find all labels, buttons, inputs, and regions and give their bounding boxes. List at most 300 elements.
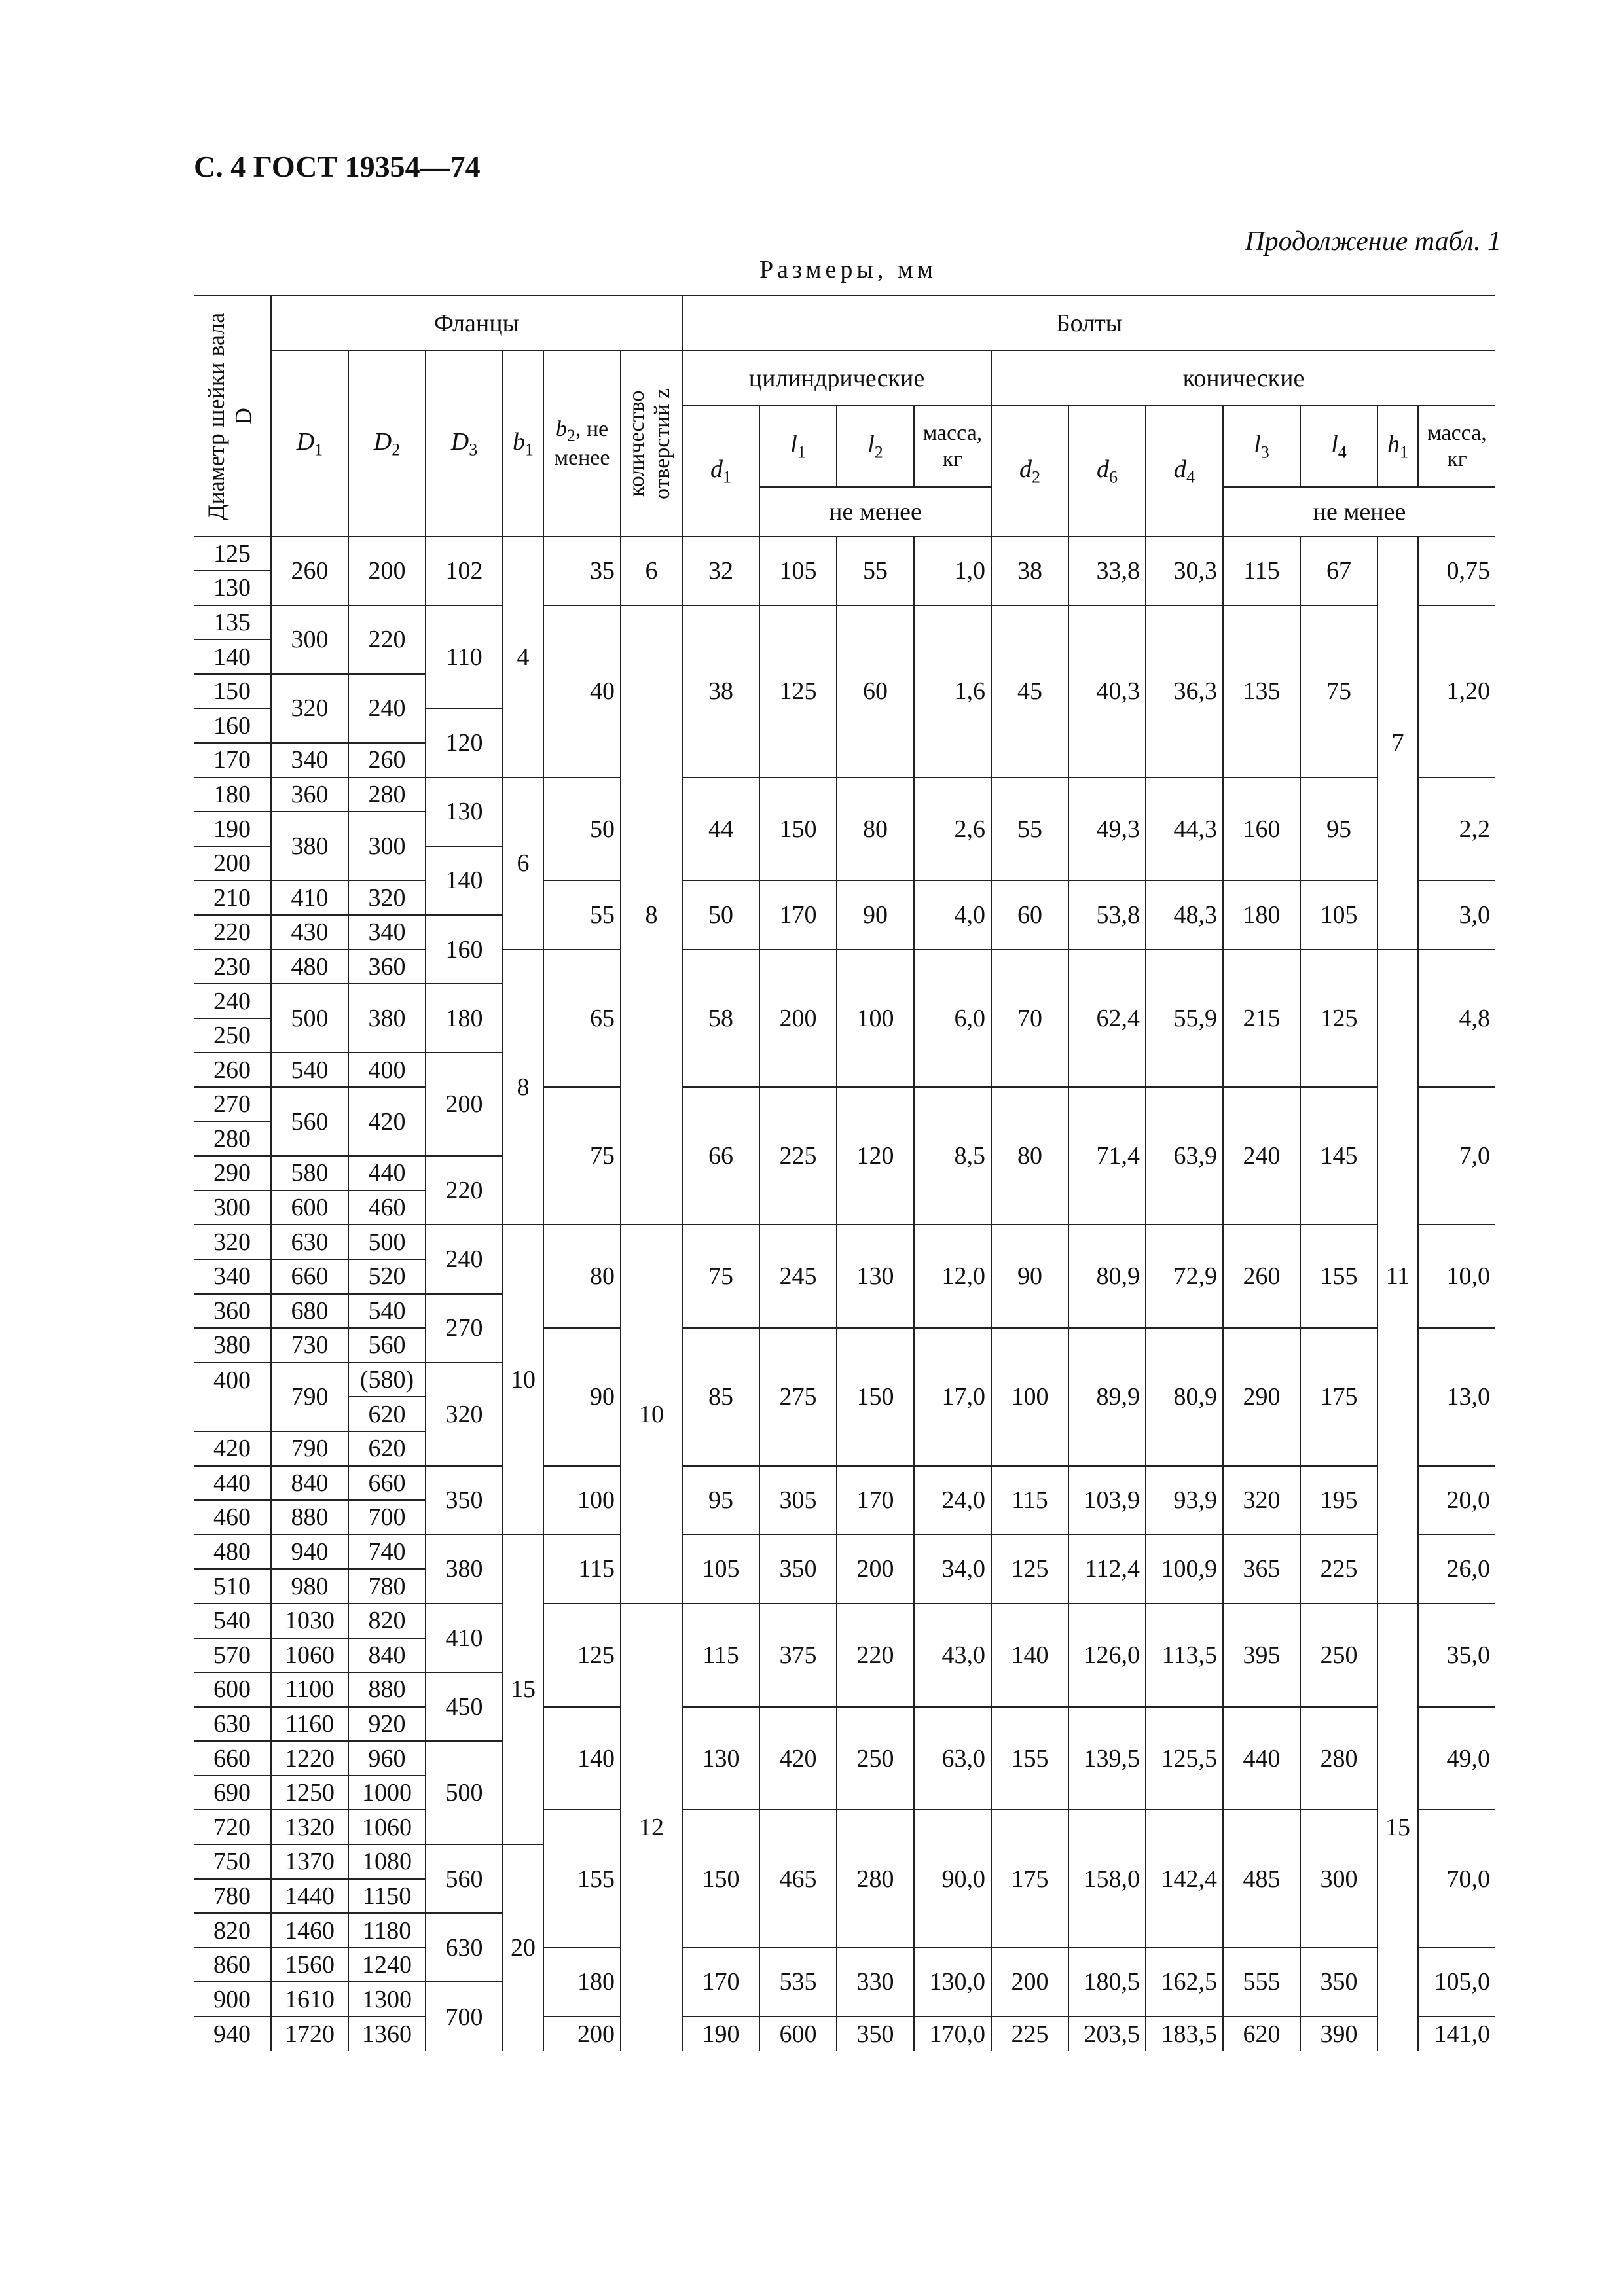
cell-D2: 360: [348, 950, 426, 984]
cell-D: 940: [194, 2017, 271, 2051]
col-header-b2: $b_2$, не менее: [543, 351, 621, 537]
cell-l1: 420: [759, 1707, 837, 1810]
cell-d4: 113,5: [1146, 1604, 1223, 1707]
cell-D: 380: [194, 1328, 271, 1363]
cell-D: 400: [194, 1363, 271, 1397]
cell-m2: 2,2: [1418, 778, 1495, 881]
cell-m1: 17,0: [914, 1328, 991, 1465]
cell-D1: 940: [271, 1535, 348, 1570]
cell-D1: 730: [271, 1328, 348, 1363]
cell-D: 125: [194, 537, 271, 571]
cell-b2: 115: [543, 1535, 621, 1604]
cell-D: 820: [194, 1913, 271, 1948]
cell-D2: 880: [348, 1672, 426, 1707]
cell-l3: 160: [1223, 778, 1300, 881]
cell-D: 170: [194, 743, 271, 778]
cell-D: 135: [194, 605, 271, 640]
cell-D2: 240: [348, 674, 426, 743]
col-group-flanges: Фланцы: [271, 296, 682, 351]
cell-D2: 1000: [348, 1776, 426, 1810]
table-row: [194, 2017, 1495, 2051]
cell-d6: 33,8: [1068, 537, 1146, 605]
cell-l4: 105: [1300, 880, 1377, 949]
cell-D2: 520: [348, 1259, 426, 1294]
cell-D: 340: [194, 1259, 271, 1294]
cell-d2: 70: [991, 950, 1068, 1087]
cell-l4: 250: [1300, 1604, 1377, 1707]
cell-l4: 75: [1300, 605, 1377, 778]
cell-m2: 0,75: [1418, 537, 1495, 605]
cell-m2: 49,0: [1418, 1707, 1495, 1810]
table-row: [194, 1466, 1495, 1501]
col-header-d6: $d_6$: [1068, 406, 1146, 537]
cell-D1: 1370: [271, 1844, 348, 1879]
cell-D2: 1180: [348, 1913, 426, 1948]
cell-D1: 660: [271, 1259, 348, 1294]
cell-l2: 250: [837, 1707, 914, 1810]
cell-d4: 30,3: [1146, 537, 1223, 605]
col-header-diameter: [194, 296, 271, 537]
cell-d2: 140: [991, 1604, 1068, 1707]
cell-l3: 260: [1223, 1225, 1300, 1328]
cell-m2: 4,8: [1418, 950, 1495, 1087]
cell-D1: 1560: [271, 1948, 348, 1982]
cell-d2: 155: [991, 1707, 1068, 1810]
cell-D2: 820: [348, 1604, 426, 1638]
cell-m1: 1,6: [914, 605, 991, 778]
cell-m1: 130,0: [914, 1948, 991, 2017]
cell-D3: 380: [426, 1535, 503, 1604]
cell-l3: 135: [1223, 605, 1300, 778]
cell-l1: 375: [759, 1604, 837, 1707]
cell-l3: 395: [1223, 1604, 1300, 1707]
cell-h1: 11: [1377, 950, 1418, 1604]
cell-D: 260: [194, 1052, 271, 1087]
cell-b2: 155: [543, 1810, 621, 1947]
cell-d1: 95: [682, 1466, 759, 1535]
cell-l1: 225: [759, 1087, 837, 1225]
cell-D: 210: [194, 880, 271, 915]
cell-l2: 120: [837, 1087, 914, 1225]
cell-d6: 53,8: [1068, 880, 1146, 949]
cell-l1: 200: [759, 950, 837, 1087]
cell-D3: 130: [426, 778, 503, 846]
table-row: [194, 1810, 1495, 1844]
table-body: [194, 537, 1495, 2051]
cell-D2: 300: [348, 812, 426, 880]
cell-l2: 150: [837, 1328, 914, 1465]
cell-m2: 141,0: [1418, 2017, 1495, 2051]
col-header-not-less-cyl: не менее: [759, 487, 991, 537]
cell-b2: 200: [543, 2017, 621, 2051]
cell-l3: 365: [1223, 1535, 1300, 1604]
table-row: [194, 880, 1495, 915]
cell-D2: 1060: [348, 1810, 426, 1844]
cell-D: 510: [194, 1569, 271, 1604]
cell-d2: 60: [991, 880, 1068, 949]
cell-D3: 450: [426, 1672, 503, 1741]
cell-D2: 840: [348, 1638, 426, 1673]
cell-D1: 880: [271, 1500, 348, 1535]
cell-m2: 70,0: [1418, 1810, 1495, 1947]
table-row: [194, 950, 1495, 984]
col-header-z: [621, 351, 682, 537]
cell-m2: 7,0: [1418, 1087, 1495, 1225]
cell-d1: 115: [682, 1604, 759, 1707]
cell-m2: 1,20: [1418, 605, 1495, 778]
col-header-mass-cyl: масса, кг: [914, 406, 991, 487]
cell-m1: 63,0: [914, 1707, 991, 1810]
cell-l4: 350: [1300, 1948, 1377, 2017]
col-group-conical: конические: [991, 351, 1495, 406]
cell-d2: 175: [991, 1810, 1068, 1947]
cell-D3: 200: [426, 1052, 503, 1156]
cell-d1: 130: [682, 1707, 759, 1810]
cell-D: 460: [194, 1500, 271, 1535]
table-row: [194, 605, 1495, 640]
cell-z: 12: [621, 1604, 682, 2051]
cell-l3: 240: [1223, 1087, 1300, 1225]
cell-d4: 44,3: [1146, 778, 1223, 881]
cell-l4: 225: [1300, 1535, 1377, 1604]
cell-D2: 780: [348, 1569, 426, 1604]
cell-D2: 440: [348, 1156, 426, 1191]
cell-b2: 140: [543, 1707, 621, 1810]
cell-m1: 43,0: [914, 1604, 991, 1707]
cell-l4: 125: [1300, 950, 1377, 1087]
cell-D2: 340: [348, 915, 426, 950]
cell-l2: 100: [837, 950, 914, 1087]
cell-m2: 13,0: [1418, 1328, 1495, 1465]
cell-l4: 67: [1300, 537, 1377, 605]
cell-d4: 125,5: [1146, 1707, 1223, 1810]
cell-D1: 300: [271, 605, 348, 674]
cell-m2: 3,0: [1418, 880, 1495, 949]
cell-h1: 15: [1377, 1604, 1418, 2051]
cell-d2: 125: [991, 1535, 1068, 1604]
cell-D1: 500: [271, 984, 348, 1052]
cell-D2: 1300: [348, 1982, 426, 2017]
cell-D: 290: [194, 1156, 271, 1191]
cell-l3: 440: [1223, 1707, 1300, 1810]
cell-D: 660: [194, 1741, 271, 1776]
cell-D1: 360: [271, 778, 348, 812]
col-header-l1: $l_1$: [759, 406, 837, 487]
cell-D1: 1720: [271, 2017, 348, 2051]
cell-D2: 320: [348, 880, 426, 915]
cell-d1: 44: [682, 778, 759, 881]
table-row: [194, 1707, 1495, 1742]
cell-d2: 200: [991, 1948, 1068, 2017]
cell-D1: 790: [271, 1431, 348, 1466]
cell-d6: 158,0: [1068, 1810, 1146, 1947]
col-header-D3: $D_3$: [426, 351, 503, 537]
cell-d1: 85: [682, 1328, 759, 1465]
cell-D2: 260: [348, 743, 426, 778]
cell-D2: 1080: [348, 1844, 426, 1879]
cell-D2: 420: [348, 1087, 426, 1156]
cell-l3: 320: [1223, 1466, 1300, 1535]
cell-D1: 840: [271, 1466, 348, 1501]
cell-b2: 55: [543, 880, 621, 949]
cell-D: 190: [194, 812, 271, 846]
cell-m1: 12,0: [914, 1225, 991, 1328]
dimensions-table-container: [194, 295, 1495, 2051]
cell-D1: 1060: [271, 1638, 348, 1673]
cell-d6: 80,9: [1068, 1225, 1146, 1328]
cell-d1: 75: [682, 1225, 759, 1328]
cell-D3: 700: [426, 1982, 503, 2051]
cell-m2: 35,0: [1418, 1604, 1495, 1707]
cell-d2: 38: [991, 537, 1068, 605]
cell-d2: 55: [991, 778, 1068, 881]
table-row: [194, 1328, 1495, 1363]
col-group-bolts: Болты: [682, 296, 1495, 351]
cell-D3: 350: [426, 1466, 503, 1535]
cell-l3: 290: [1223, 1328, 1300, 1465]
cell-D1: 340: [271, 743, 348, 778]
cell-d6: 40,3: [1068, 605, 1146, 778]
table-row: [194, 537, 1495, 571]
cell-D2: 220: [348, 605, 426, 674]
cell-D3: 320: [426, 1363, 503, 1466]
cell-d6: 71,4: [1068, 1087, 1146, 1225]
cell-D: [194, 1397, 271, 1431]
cell-b2: 75: [543, 1087, 621, 1225]
col-header-d1: $d_1$: [682, 406, 759, 537]
cell-D1: 560: [271, 1087, 348, 1156]
cell-D: 900: [194, 1982, 271, 2017]
cell-D: 480: [194, 1535, 271, 1570]
cell-l1: 465: [759, 1810, 837, 1947]
cell-m2: 20,0: [1418, 1466, 1495, 1535]
cell-D2: 960: [348, 1741, 426, 1776]
cell-l2: 60: [837, 605, 914, 778]
cell-l1: 245: [759, 1225, 837, 1328]
cell-D1: 1460: [271, 1913, 348, 1948]
cell-l2: 55: [837, 537, 914, 605]
cell-l4: 390: [1300, 2017, 1377, 2051]
cell-D: 160: [194, 708, 271, 743]
cell-D1: 540: [271, 1052, 348, 1087]
col-header-D2: $D_2$: [348, 351, 426, 537]
col-header-z-label: количество отверстий z: [625, 387, 675, 499]
cell-b2: 90: [543, 1328, 621, 1465]
cell-l4: 300: [1300, 1810, 1377, 1947]
cell-b2: 65: [543, 950, 621, 1087]
cell-D2: 740: [348, 1535, 426, 1570]
cell-m2: 10,0: [1418, 1225, 1495, 1328]
cell-D1: 1250: [271, 1776, 348, 1810]
cell-l4: 145: [1300, 1087, 1377, 1225]
cell-D2: 280: [348, 778, 426, 812]
cell-D: 220: [194, 915, 271, 950]
cell-D3: 220: [426, 1156, 503, 1225]
cell-l3: 115: [1223, 537, 1300, 605]
cell-d6: 112,4: [1068, 1535, 1146, 1604]
cell-d4: 72,9: [1146, 1225, 1223, 1328]
cell-b2: 40: [543, 605, 621, 778]
cell-d4: 48,3: [1146, 880, 1223, 949]
cell-d6: 126,0: [1068, 1604, 1146, 1707]
cell-d2: 100: [991, 1328, 1068, 1465]
cell-D2: 620: [348, 1397, 426, 1431]
col-header-l2: $l_2$: [837, 406, 914, 487]
cell-D1: 1220: [271, 1741, 348, 1776]
cell-D: 420: [194, 1431, 271, 1466]
cell-D: 240: [194, 984, 271, 1018]
cell-D: 200: [194, 846, 271, 881]
cell-d6: 103,9: [1068, 1466, 1146, 1535]
cell-D: 180: [194, 778, 271, 812]
cell-b1: 15: [503, 1535, 543, 1844]
cell-d2: 45: [991, 605, 1068, 778]
cell-D: 250: [194, 1018, 271, 1053]
cell-D2: 700: [348, 1500, 426, 1535]
cell-b1: 10: [503, 1225, 543, 1534]
table-units-caption: Размеры, мм: [759, 256, 938, 283]
cell-d4: 183,5: [1146, 2017, 1223, 2051]
col-header-not-less-con: не менее: [1223, 487, 1495, 537]
cell-d6: 62,4: [1068, 950, 1146, 1087]
cell-l2: 280: [837, 1810, 914, 1947]
cell-D3: 102: [426, 537, 503, 605]
cell-D1: 1610: [271, 1982, 348, 2017]
cell-l1: 170: [759, 880, 837, 949]
cell-D: 540: [194, 1604, 271, 1638]
cell-D2: 620: [348, 1431, 426, 1466]
cell-m2: 105,0: [1418, 1948, 1495, 2017]
cell-D2: 380: [348, 984, 426, 1052]
cell-D3: 560: [426, 1844, 503, 1913]
cell-d1: 32: [682, 537, 759, 605]
cell-D1: 380: [271, 812, 348, 880]
cell-D2: 1150: [348, 1879, 426, 1914]
cell-l1: 350: [759, 1535, 837, 1604]
col-header-d4: $d_4$: [1146, 406, 1223, 537]
cell-D: 630: [194, 1707, 271, 1742]
cell-b2: 80: [543, 1225, 621, 1328]
cell-D3: 500: [426, 1741, 503, 1844]
cell-D1: 680: [271, 1294, 348, 1329]
cell-D: 860: [194, 1948, 271, 1982]
cell-l4: 175: [1300, 1328, 1377, 1465]
cell-d6: 139,5: [1068, 1707, 1146, 1810]
cell-m1: 4,0: [914, 880, 991, 949]
cell-D: 300: [194, 1191, 271, 1225]
cell-d4: 80,9: [1146, 1328, 1223, 1465]
cell-D3: 410: [426, 1604, 503, 1672]
cell-d1: 170: [682, 1948, 759, 2017]
cell-D: 280: [194, 1122, 271, 1157]
cell-d6: 180,5: [1068, 1948, 1146, 2017]
cell-D1: 410: [271, 880, 348, 915]
cell-D: 270: [194, 1087, 271, 1122]
cell-z: 10: [621, 1225, 682, 1604]
cell-d2: 225: [991, 2017, 1068, 2051]
cell-d4: 100,9: [1146, 1535, 1223, 1604]
cell-D: 600: [194, 1672, 271, 1707]
cell-D1: 790: [271, 1363, 348, 1431]
cell-d4: 142,4: [1146, 1810, 1223, 1947]
cell-D1: 1320: [271, 1810, 348, 1844]
cell-l2: 350: [837, 2017, 914, 2051]
cell-d2: 90: [991, 1225, 1068, 1328]
cell-d1: 50: [682, 880, 759, 949]
table-row: [194, 1948, 1495, 1982]
cell-D1: 600: [271, 1191, 348, 1225]
cell-m1: 170,0: [914, 2017, 991, 2051]
cell-b1: 20: [503, 1844, 543, 2051]
cell-l1: 150: [759, 778, 837, 881]
cell-l2: 170: [837, 1466, 914, 1535]
cell-l2: 130: [837, 1225, 914, 1328]
cell-d6: 49,3: [1068, 778, 1146, 881]
cell-D: 150: [194, 674, 271, 709]
cell-d2: 80: [991, 1087, 1068, 1225]
cell-b2: 180: [543, 1948, 621, 2017]
cell-b2: 100: [543, 1466, 621, 1535]
col-header-d2: $d_2$: [991, 406, 1068, 537]
cell-l1: 305: [759, 1466, 837, 1535]
col-header-l3: $l_3$: [1223, 406, 1300, 487]
cell-D3: 160: [426, 915, 503, 984]
cell-D1: 320: [271, 674, 348, 743]
col-header-b1: $b_1$: [503, 351, 543, 537]
dimensions-table: [194, 295, 1495, 2051]
cell-D1: 1030: [271, 1604, 348, 1638]
table-row: [194, 778, 1495, 812]
cell-b1: 6: [503, 778, 543, 950]
cell-D3: 120: [426, 708, 503, 777]
cell-D1: 630: [271, 1225, 348, 1259]
cell-l1: 600: [759, 2017, 837, 2051]
cell-D: 780: [194, 1879, 271, 1914]
cell-l2: 90: [837, 880, 914, 949]
cell-l3: 215: [1223, 950, 1300, 1087]
cell-l4: 195: [1300, 1466, 1377, 1535]
cell-d1: 38: [682, 605, 759, 778]
cell-d1: 150: [682, 1810, 759, 1947]
cell-D2: 500: [348, 1225, 426, 1259]
col-header-h1: $h_1$: [1377, 406, 1418, 487]
cell-b2: 35: [543, 537, 621, 605]
cell-d4: 36,3: [1146, 605, 1223, 778]
cell-D3: 110: [426, 605, 503, 709]
cell-l2: 200: [837, 1535, 914, 1604]
cell-d2: 115: [991, 1466, 1068, 1535]
cell-b1: 4: [503, 537, 543, 778]
cell-D1: 1100: [271, 1672, 348, 1707]
page-header: С. 4 ГОСТ 19354—74: [194, 150, 481, 183]
table-row: [194, 1087, 1495, 1122]
cell-D: 750: [194, 1844, 271, 1879]
cell-l1: 535: [759, 1948, 837, 2017]
cell-D2: 460: [348, 1191, 426, 1225]
cell-z: 6: [621, 537, 682, 605]
cell-D1: 1440: [271, 1879, 348, 1914]
cell-h1: 7: [1377, 537, 1418, 950]
cell-D: 320: [194, 1225, 271, 1259]
cell-D3: 270: [426, 1294, 503, 1363]
cell-d1: 105: [682, 1535, 759, 1604]
col-header-mass-con: масса, кг: [1418, 406, 1495, 487]
cell-m2: 26,0: [1418, 1535, 1495, 1604]
cell-l1: 275: [759, 1328, 837, 1465]
cell-D1: 580: [271, 1156, 348, 1191]
cell-D2: 400: [348, 1052, 426, 1087]
cell-l2: 220: [837, 1604, 914, 1707]
